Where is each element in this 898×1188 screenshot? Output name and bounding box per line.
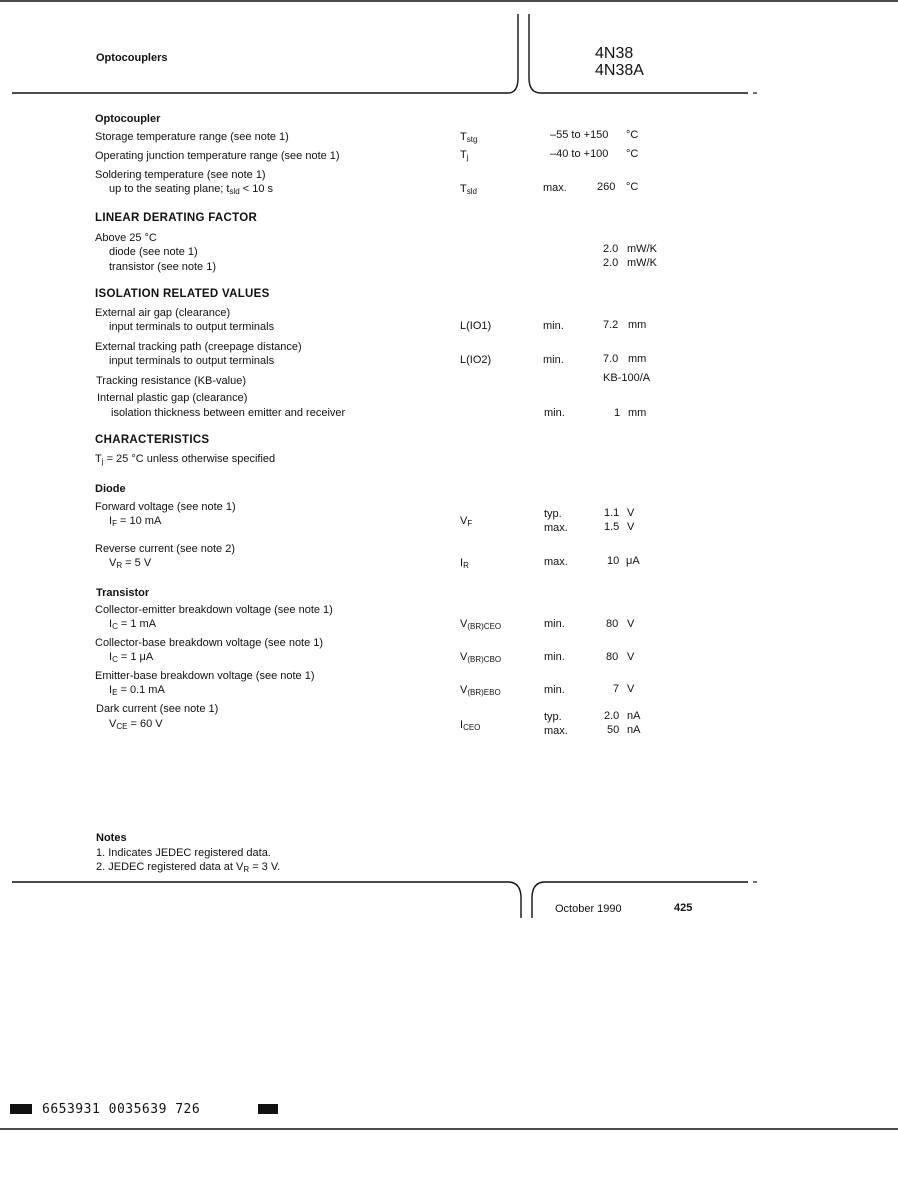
- eb-breakdown-cond: $I_E = 0.1$ mA: [109, 684, 165, 697]
- reverse-current-cond-label: max.: [544, 556, 568, 568]
- dark-current-label: Dark current (see note 1): [96, 703, 219, 715]
- dark-typ-unit: nA: [627, 710, 641, 722]
- part-number-1: 4N38: [595, 45, 634, 62]
- cb-breakdown-symbol: $V_{(BR)CBO}$: [460, 651, 502, 664]
- junction-value: –40 to +100: [550, 148, 609, 160]
- eb-breakdown-unit: V: [627, 683, 635, 695]
- derating-transistor-unit: mW/K: [627, 257, 657, 269]
- section-isolation: ISOLATION RELATED VALUES: [95, 288, 270, 300]
- eb-breakdown-cond-label: min.: [544, 684, 565, 696]
- tracking-cond: min.: [543, 354, 564, 366]
- forward-voltage-cond: $I_F = 10$ mA: [109, 515, 162, 528]
- forward-typ-value: 1.1: [604, 507, 620, 519]
- reverse-current-cond: $V_R = 5$ V: [109, 557, 152, 570]
- barcode-block-right: [258, 1104, 278, 1114]
- forward-voltage-label: Forward voltage (see note 1): [95, 501, 236, 513]
- air-gap-label: External air gap (clearance): [95, 307, 231, 319]
- derating-diode-unit: mW/K: [627, 243, 657, 255]
- storage-label: Storage temperature range (see note 1): [95, 131, 289, 143]
- reverse-current-label: Reverse current (see note 2): [95, 543, 236, 555]
- derating-transistor-value: 2.0: [603, 257, 619, 269]
- junction-symbol: $T_j$: [460, 149, 469, 162]
- dark-max-value: 50: [607, 724, 620, 736]
- storage-symbol: $T_{stg}$: [460, 131, 478, 144]
- dark-typ-label: typ.: [544, 711, 562, 723]
- plastic-gap-label-2: isolation thickness between emitter and receiver: [111, 407, 346, 419]
- footer-date: October 1990: [555, 903, 622, 915]
- storage-unit: °C: [626, 129, 639, 141]
- dark-current-symbol: $I_{CEO}$: [460, 719, 481, 732]
- storage-value: –55 to +150: [550, 129, 609, 141]
- barcode-text: 6653931 0035639 726: [42, 1102, 201, 1117]
- page-number: 425: [674, 902, 693, 914]
- forward-typ-label: typ.: [544, 508, 562, 520]
- air-gap-value: 7.2: [603, 319, 619, 331]
- air-gap-label-2: input terminals to output terminals: [109, 321, 275, 333]
- ce-breakdown-cond-label: min.: [544, 618, 565, 630]
- tracking-label: External tracking path (creepage distance): [95, 341, 302, 353]
- tracking-label-2: input terminals to output terminals: [109, 355, 275, 367]
- ce-breakdown-value: 80: [606, 618, 619, 630]
- air-gap-symbol: L(IO1): [460, 320, 492, 332]
- note-2: 2. JEDEC registered data at $V_R = 3$ V.: [96, 861, 281, 874]
- tracking-value: 7.0: [603, 353, 619, 365]
- tracking-symbol: L(IO2): [460, 354, 492, 366]
- dark-typ-value: 2.0: [604, 710, 620, 722]
- plastic-gap-unit: mm: [628, 407, 647, 419]
- air-gap-cond: min.: [543, 320, 564, 332]
- note-1: 1. Indicates JEDEC registered data.: [96, 847, 271, 859]
- section-diode: Diode: [95, 483, 126, 495]
- reverse-current-value: 10: [607, 555, 620, 567]
- category-title: Optocouplers: [96, 52, 168, 64]
- reverse-current-symbol: $I_R$: [460, 557, 469, 570]
- eb-breakdown-value: 7: [613, 683, 620, 695]
- part-number-2: 4N38A: [595, 62, 644, 79]
- junction-label: Operating junction temperature range (see note 1): [95, 150, 340, 162]
- cb-breakdown-cond: $I_C = 1$ μA: [109, 651, 154, 664]
- solder-unit: °C: [626, 181, 639, 193]
- solder-cond: max.: [543, 182, 567, 194]
- derating-diode-value: 2.0: [603, 243, 619, 255]
- junction-unit: °C: [626, 148, 639, 160]
- barcode-block-left: [10, 1104, 32, 1114]
- solder-label-2: up to the seating plane; $t_{sld} < 10$ s: [109, 183, 274, 196]
- cb-breakdown-label: Collector-base breakdown voltage (see note 1): [95, 637, 324, 649]
- header-right-bracket: [529, 14, 748, 93]
- dark-max-label: max.: [544, 725, 568, 737]
- eb-breakdown-symbol: $V_{(BR)EBO}$: [460, 684, 501, 697]
- solder-symbol: $T_{sld}$: [460, 183, 477, 196]
- footer-left-bracket: [12, 882, 521, 918]
- derating-above: Above 25 °C: [95, 232, 157, 244]
- forward-typ-unit: V: [627, 507, 635, 519]
- cb-breakdown-value: 80: [606, 651, 619, 663]
- section-optocoupler: Optocoupler: [95, 113, 161, 125]
- dark-current-cond: $V_{CE} = 60$ V: [109, 718, 163, 731]
- solder-label: Soldering temperature (see note 1): [95, 169, 266, 181]
- ce-breakdown-unit: V: [627, 618, 635, 630]
- plastic-gap-value: 1: [614, 407, 621, 419]
- characteristics-condition: $T_j = 25$ °C unless otherwise specified: [95, 453, 276, 466]
- derating-transistor: transistor (see note 1): [109, 261, 216, 273]
- eb-breakdown-label: Emitter-base breakdown voltage (see note 1): [95, 670, 315, 682]
- plastic-gap-label: Internal plastic gap (clearance): [97, 392, 248, 404]
- notes-title: Notes: [96, 832, 127, 844]
- dark-max-unit: nA: [627, 724, 641, 736]
- plastic-gap-cond: min.: [544, 407, 565, 419]
- forward-max-label: max.: [544, 522, 568, 534]
- forward-max-unit: V: [627, 521, 635, 533]
- cb-breakdown-unit: V: [627, 651, 635, 663]
- solder-value: 260: [597, 181, 616, 193]
- ce-breakdown-cond: $I_C = 1$ mA: [109, 618, 157, 631]
- section-characteristics: CHARACTERISTICS: [95, 434, 210, 446]
- ce-breakdown-symbol: $V_{(BR)CEO}$: [460, 618, 502, 631]
- forward-voltage-symbol: $V_F$: [460, 515, 473, 528]
- forward-max-value: 1.5: [604, 521, 620, 533]
- tracking-resistance-value: KB-100/A: [603, 372, 651, 384]
- ce-breakdown-label: Collector-emitter breakdown voltage (see note 1): [95, 604, 333, 616]
- tracking-unit: mm: [628, 353, 647, 365]
- derating-diode: diode (see note 1): [109, 246, 198, 258]
- air-gap-unit: mm: [628, 319, 647, 331]
- cb-breakdown-cond-label: min.: [544, 651, 565, 663]
- section-derating: LINEAR DERATING FACTOR: [95, 212, 258, 224]
- reverse-current-unit: μA: [626, 555, 640, 567]
- section-transistor: Transistor: [96, 587, 150, 599]
- tracking-resistance-label: Tracking resistance (KB-value): [96, 375, 246, 387]
- header-left-bracket: [12, 14, 518, 93]
